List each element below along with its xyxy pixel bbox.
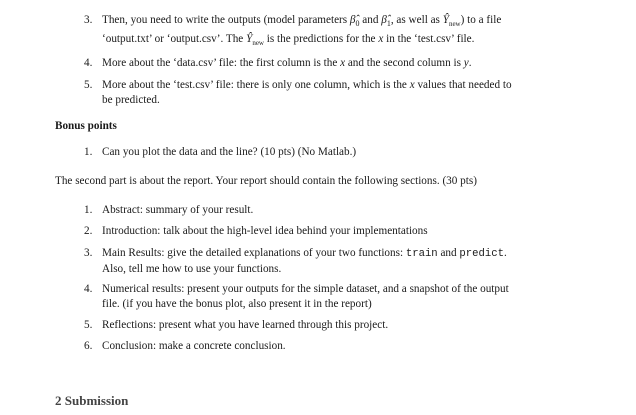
code-train: train (405, 248, 438, 260)
list-line-1: Then, you need to write the outputs (model parameters $\betâ_0$ and $\betâ_1$, as well as $Ŷ_{new}$) to a file (102, 14, 502, 29)
list-number: 5. (84, 319, 93, 331)
list-line-2: ‘output.txt’ or ‘output.csv’. The $Ŷ_{new}$ is the predictions for the x in the ‘test.csv’ file. (102, 33, 475, 48)
list-number: 5. (84, 79, 93, 91)
list-line-1: More about the ‘test.csv’ file: there is only one column, which is the x values that needed to (102, 79, 512, 91)
list-text: Introduction: talk about the high-level idea behind your implementations (102, 225, 428, 237)
list-text (102, 78, 580, 108)
list-text: Abstract: summary of your result. (102, 204, 254, 216)
list-line-2: be predicted. (102, 94, 160, 106)
list-text: Conclusion: make a concrete conclusion. (102, 340, 286, 352)
list-text (102, 282, 580, 312)
list-text: Can you plot the data and the line? (10 pts) (No Matlab.) (102, 146, 357, 158)
list-number: 3. (84, 247, 93, 259)
list-number: 1. (84, 146, 93, 158)
list-number: 2. (84, 225, 93, 237)
list-number: 4. (84, 283, 93, 295)
list-number: 3. (84, 14, 93, 26)
list-line-1: Main Results: give the detailed explanations of your two functions: train and predict. (102, 247, 507, 260)
list-number: 6. (84, 340, 93, 352)
list-text (102, 13, 580, 51)
list-text: More about the ‘data.csv’ file: the first column is the x and the second column is y. (102, 57, 472, 69)
bonus-heading: Bonus points (55, 120, 117, 132)
code-predict: predict (459, 248, 504, 260)
list-text: Reflections: present what you have learned through this project. (102, 319, 389, 331)
list-line-2: file. (if you have the bonus plot, also present it in the report) (102, 298, 372, 310)
report-intro: The second part is about the report. Your report should contain the following sections. (30 pts) (55, 175, 477, 187)
list-line-2: Also, tell me how to use your functions. (102, 263, 282, 275)
clipped-section-heading: 2 Submission (55, 393, 129, 408)
list-number: 1. (84, 204, 93, 216)
list-text (102, 246, 580, 277)
list-number: 4. (84, 57, 93, 69)
list-line-1: Numerical results: present your outputs for the simple dataset, and a snapshot of the output (102, 283, 509, 295)
